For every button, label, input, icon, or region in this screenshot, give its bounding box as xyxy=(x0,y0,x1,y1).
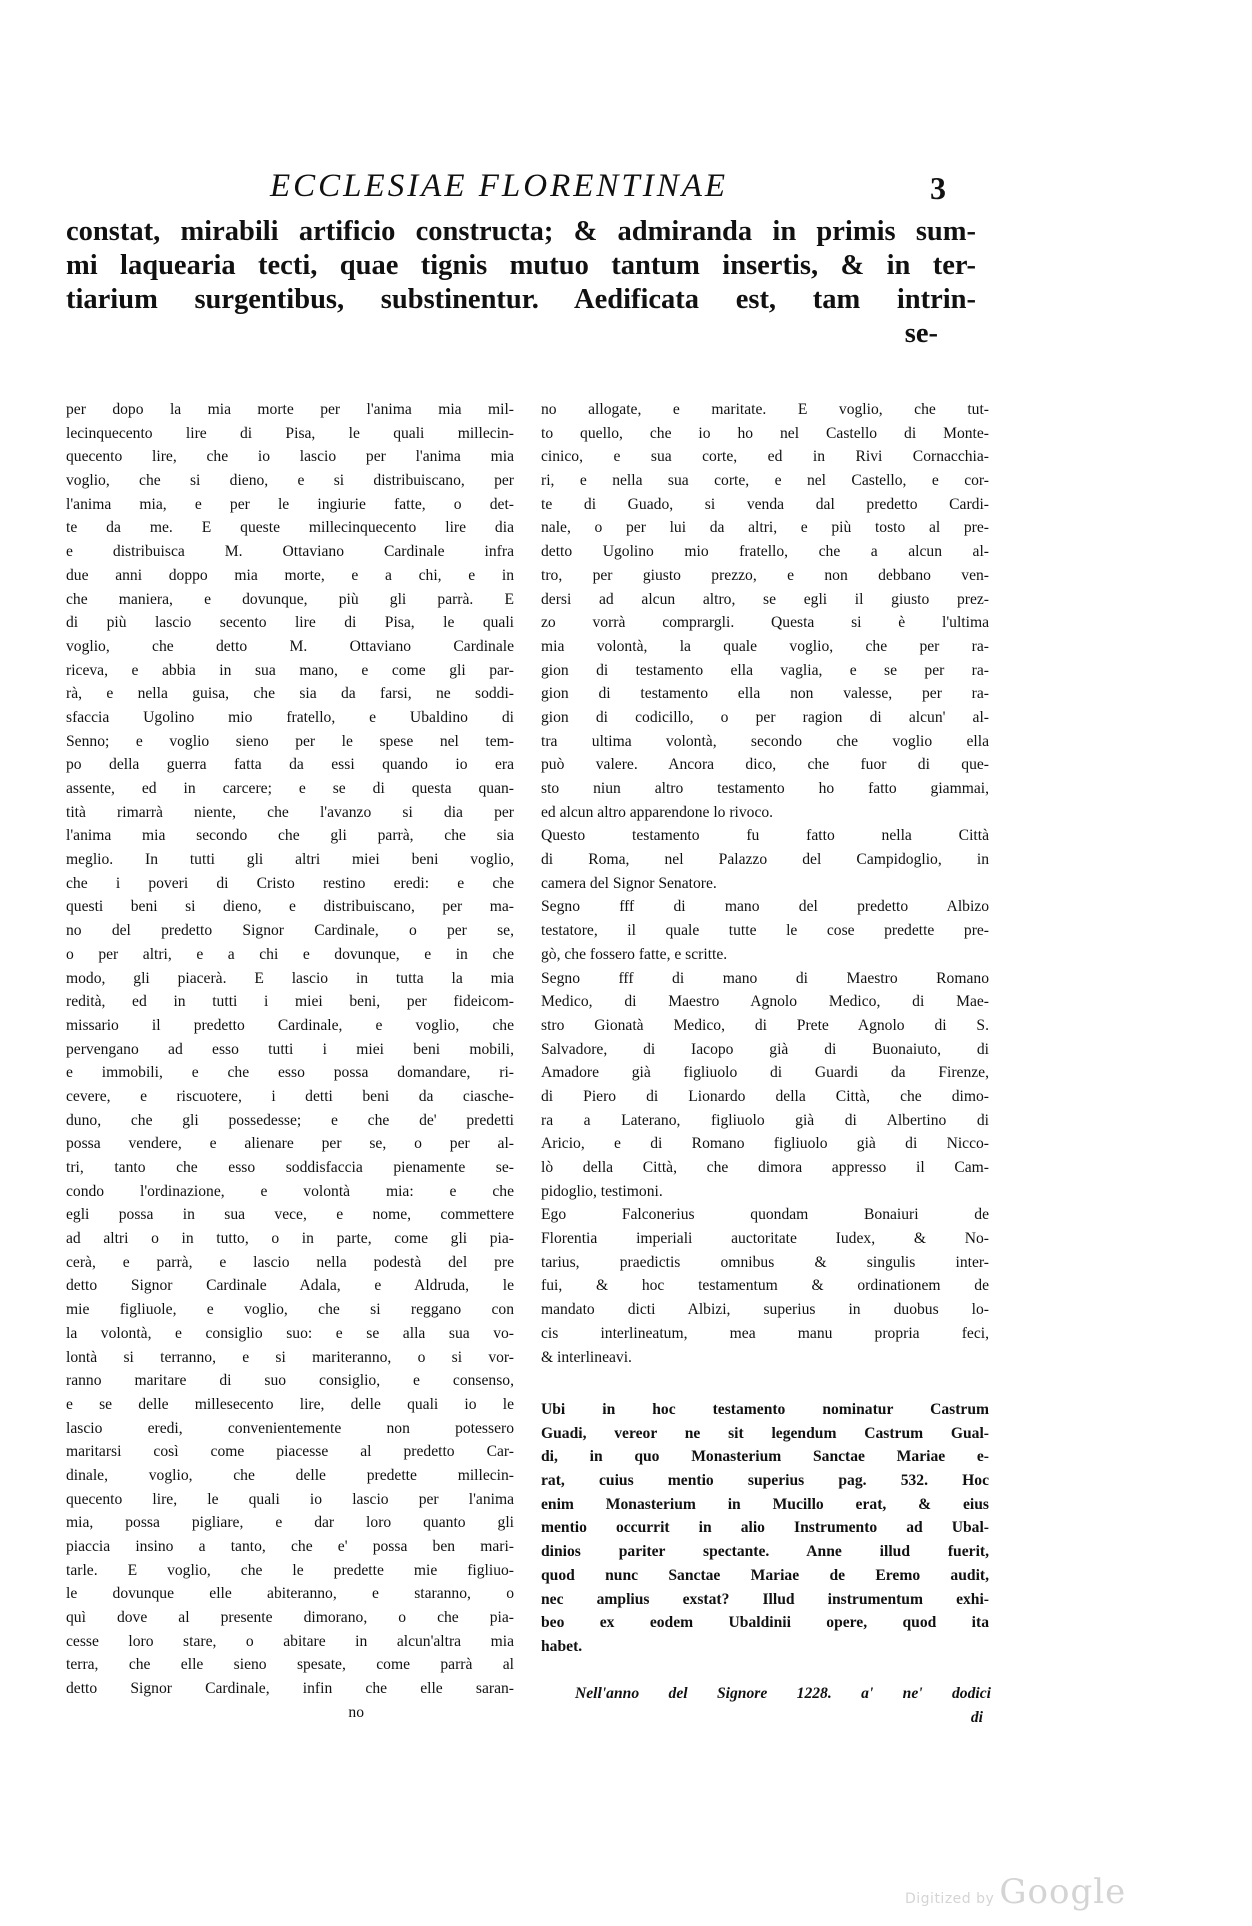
note-line: di, in quo Monasterium Sanctae Mariae e- xyxy=(541,1448,989,1466)
right-column-line: Salvadore, di Iacopo già di Buonaiuto, di xyxy=(541,1040,989,1058)
left-column-line: duno, che gli possedesse; e che de' predetti xyxy=(66,1111,514,1129)
left-column-line: per dopo la mia morte per l'anima mia mil- xyxy=(66,401,514,418)
left-column-line: le dovunque elle abiteranno, e staranno, o xyxy=(66,1585,514,1603)
left-column-line: tarle. E voglio, che le predette mie figliuo- xyxy=(66,1561,514,1579)
right-column-line: Amadore già figliuolo di Guardi da Firenze, xyxy=(541,1064,989,1082)
right-column-line: no allogate, e maritate. E voglio, che tut- xyxy=(541,401,989,418)
left-column-line: quecento lire, che io lascio per l'anima mia xyxy=(66,448,514,466)
note-line: nec amplius exstat? Illud instrumentum exhi- xyxy=(541,1590,989,1608)
note-line: beo ex eodem Ubaldinii opere, quod ita xyxy=(541,1614,989,1632)
note-line: habet. xyxy=(541,1637,583,1655)
footer-quote xyxy=(575,1682,991,1729)
watermark-prefix: Digitized by xyxy=(905,1891,995,1907)
left-column-line: assente, ed in carcere; e se di questa quan- xyxy=(66,780,514,797)
right-column-line: tro, per giusto prezzo, e non debbano ven- xyxy=(541,566,989,584)
footer-quote-line: Nell'anno del Signore 1228. a' ne' dodici xyxy=(575,1685,991,1702)
left-column-line: l'anima mia, e per le ingiurie fatte, o det- xyxy=(66,495,514,513)
right-column-line: te di Guado, si venda dal predetto Cardi- xyxy=(541,495,989,513)
left-column-line: detto Signor Cardinale, infin che elle saran- xyxy=(66,1680,514,1698)
left-column-line: tità rimarrà niente, che l'avanzo si dia per xyxy=(66,803,514,821)
right-column-line: detto Ugolino mio fratello, che a alcun al- xyxy=(541,543,989,561)
right-column-line: mandato dicti Albizi, superius in duobus lo- xyxy=(541,1301,989,1319)
left-column-line: questi beni si dieno, e distribuiscano, per ma- xyxy=(66,898,514,916)
note-line: mentio occurrit in alio Instrumento ad Ubal- xyxy=(541,1519,989,1537)
left-column-line: maritarsi così come piacesse al predetto Car- xyxy=(66,1443,514,1461)
left-column-line: tri, tanto che esso soddisfaccia pienamente se- xyxy=(66,1159,514,1176)
right-column-line: cis interlineatum, mea manu propria feci, xyxy=(541,1324,989,1342)
left-column-line: condo l'ordinazione, e volontà mia: e che xyxy=(66,1182,514,1200)
right-column-line: sto niun altro testamento ho fatto giammai, xyxy=(541,780,989,797)
left-column-line: redità, ed in tutti i miei beni, per fideicom- xyxy=(66,993,514,1011)
digitization-watermark xyxy=(905,1872,1126,1912)
left-column-line: missario il predetto Cardinale, e voglio, che xyxy=(66,1016,514,1034)
right-column-line: to quello, che io ho nel Castello di Monte- xyxy=(541,424,989,442)
left-column-line: po della guerra fatta da essi quando io era xyxy=(66,756,514,774)
running-title: ECCLESIAE FLORENTINAE xyxy=(270,168,729,204)
left-column-line: pervengano ad esso tutti i miei beni mobili, xyxy=(66,1040,514,1058)
left-column-line: due anni doppo mia morte, e a chi, e in xyxy=(66,566,514,584)
left-column-line: l'anima mia secondo che gli parrà, che sia xyxy=(66,827,514,845)
right-column-line: ed alcun altro apparendone lo rivoco. xyxy=(541,803,774,821)
lead-catchword: se- xyxy=(904,318,938,349)
right-column-line: Aricio, e di Romano figliuolo già di Nicco- xyxy=(541,1135,989,1153)
right-column-line: gion di codicillo, o per ragion di alcun' al- xyxy=(541,708,989,726)
footer-catchword: di xyxy=(970,1708,983,1726)
left-column-line: meglio. In tutti gli altri miei beni voglio, xyxy=(66,851,514,869)
lead-line: mi laquearia tecti, quae tignis mutuo tantum insertis, & in ter- xyxy=(66,250,976,281)
right-column-line: Segno fff di mano di Maestro Romano xyxy=(541,969,989,987)
right-column-line: stro Gionatà Medico, di Prete Agnolo di S. xyxy=(541,1016,989,1034)
right-column-line: può valere. Ancora dico, che fuor di que- xyxy=(541,756,989,774)
lead-paragraph xyxy=(66,215,976,351)
note-line: Ubi in hoc testamento nominatur Castrum xyxy=(541,1401,989,1418)
left-column-line: dinale, voglio, che delle predette millecin- xyxy=(66,1466,514,1484)
left-column-line: che i poveri di Cristo restino eredi: e che xyxy=(66,874,514,892)
right-column-line: zo vorrà comprargli. Questa si è l'ultima xyxy=(541,614,989,632)
left-column-line: lontà si terranno, e si mariteranno, o si vor- xyxy=(66,1348,514,1366)
left-column-line: cesse loro stare, o abitare in alcun'altra mia xyxy=(66,1632,514,1650)
left-column xyxy=(66,398,514,1725)
page-number: 3 xyxy=(930,170,946,206)
right-column-line: & interlineavi. xyxy=(541,1348,632,1366)
left-column-line: e immobili, e che esso possa domandare, ri- xyxy=(66,1064,514,1082)
left-column-line: te da me. E queste millecinquecento lire dia xyxy=(66,519,514,537)
left-column-line: Senno; e voglio sieno per le spese nel tem- xyxy=(66,732,514,750)
right-column-line: tarius, praedictis omnibus & singulis inter- xyxy=(541,1253,989,1271)
left-column-line: la volontà, e consiglio suo: e se alla sua vo- xyxy=(66,1324,514,1342)
left-column-line: e distribuisca M. Ottaviano Cardinale infra xyxy=(66,543,514,561)
left-column-line: cevere, e riscuotere, i detti beni da ciasche- xyxy=(66,1087,514,1105)
note-line: quod nunc Sanctae Mariae de Eremo audit, xyxy=(541,1566,989,1584)
right-column-line: pidoglio, testimoni. xyxy=(541,1182,663,1200)
lead-line: constat, mirabili artificio constructa; & admiranda in primis sum- xyxy=(66,216,976,247)
note-line: rat, cuius mentio superius pag. 532. Hoc xyxy=(541,1472,989,1490)
right-column-line: tra ultima volontà, secondo che voglio ella xyxy=(541,732,989,750)
right-column-line: lò della Città, che dimora appresso il Cam- xyxy=(541,1159,989,1176)
left-column-line: egli possa in sua vece, e nome, commettere xyxy=(66,1206,514,1224)
google-logo: Google xyxy=(999,1872,1127,1912)
left-column-line: e se delle millesecento lire, delle quali io le xyxy=(66,1395,514,1413)
page-header xyxy=(270,168,970,208)
left-column-line: rà, e nella guisa, che sia da farsi, ne soddi- xyxy=(66,685,514,703)
right-column xyxy=(541,398,989,1369)
right-column-line: dersi ad alcun altro, se egli il giusto prez- xyxy=(541,590,989,608)
left-column-line: quì dove al presente dimorano, o che pia- xyxy=(66,1609,514,1627)
left-column-line: mia, possa pigliare, e dar loro quanto gli xyxy=(66,1514,514,1532)
right-column-line: cinico, e sua corte, ed in Rivi Cornacchia- xyxy=(541,448,989,466)
right-column-line: testatore, il quale tutte le cose predette pre- xyxy=(541,922,989,940)
right-column-line: gion di testamento ella non valesse, per ra- xyxy=(541,685,989,703)
left-column-line: cerà, e parrà, e lascio nella podestà del pre xyxy=(66,1253,514,1271)
left-column-line: quecento lire, le quali io lascio per l'anima xyxy=(66,1490,514,1508)
right-column-line: di Roma, nel Palazzo del Campidoglio, in xyxy=(541,851,989,869)
right-column-line: Florentia imperiali auctoritate Iudex, & No- xyxy=(541,1230,989,1248)
right-column-line: ra a Laterano, figliuolo già di Albertino di xyxy=(541,1111,989,1129)
note-line: enim Monasterium in Mucillo erat, & eius xyxy=(541,1495,989,1513)
right-column-line: fui, & hoc testamentum & ordinationem de xyxy=(541,1277,989,1295)
note-line: Guadi, vereor ne sit legendum Castrum Gual- xyxy=(541,1424,989,1442)
left-column-catchword: no xyxy=(348,1703,364,1721)
left-column-line: terra, che elle sieno spesate, come parrà al xyxy=(66,1656,514,1674)
left-column-line: no del predetto Signor Cardinale, o per se, xyxy=(66,922,514,940)
right-column-line: Ego Falconerius quondam Bonaiuri de xyxy=(541,1206,989,1224)
left-column-line: di più lascio secento lire di Pisa, le quali xyxy=(66,614,514,632)
left-column-line: lecinquecento lire di Pisa, le quali millecin- xyxy=(66,424,514,442)
right-column-line: di Piero di Lionardo della Città, che dimo- xyxy=(541,1087,989,1105)
left-column-line: piaccia insino a tanto, che e' possa ben mari- xyxy=(66,1538,514,1555)
left-column-line: che maniera, e dovunque, più gli parrà. E xyxy=(66,590,514,608)
left-column-line: detto Signor Cardinale Adala, e Aldruda, le xyxy=(66,1277,514,1295)
right-column-line: gò, che fossero fatte, e scritte. xyxy=(541,945,728,963)
right-column-line: gion di testamento ella vaglia, e se per ra- xyxy=(541,661,989,679)
right-column-line: Medico, di Maestro Agnolo Medico, di Mae- xyxy=(541,993,989,1011)
left-column-line: lascio eredi, convenientemente non potessero xyxy=(66,1419,514,1437)
left-column-line: ad altri o in tutto, o in parte, come gli pia- xyxy=(66,1230,514,1248)
right-column-line: camera del Signor Senatore. xyxy=(541,874,717,892)
right-column-line: ri, e nella sua corte, e nel Castello, e cor- xyxy=(541,472,989,490)
right-column-line: mia volontà, la quale voglio, che per ra- xyxy=(541,637,989,655)
left-column-line: possa vendere, e alienare per se, o per al- xyxy=(66,1135,514,1153)
left-column-line: mie figliuole, e voglio, che si reggano con xyxy=(66,1301,514,1319)
right-column-line: Questo testamento fu fatto nella Città xyxy=(541,827,989,845)
lead-line: tiarium surgentibus, substinentur. Aedificata est, tam intrin- xyxy=(66,284,976,315)
left-column-line: riceva, e abbia in sua mano, e come gli par- xyxy=(66,661,514,679)
right-column-line: nale, o per lui da altri, e più tosto al pre- xyxy=(541,519,989,537)
left-column-line: sfaccia Ugolino mio fratello, e Ubaldino di xyxy=(66,708,514,726)
left-column-line: voglio, che si dieno, e si distribuiscano, per xyxy=(66,472,514,490)
left-column-line: ranno maritare di suo consiglio, e consenso, xyxy=(66,1372,514,1390)
left-column-line: modo, gli piacerà. E lascio in tutta la mia xyxy=(66,969,514,987)
left-column-line: o per altri, e a chi e dovunque, e in che xyxy=(66,945,514,963)
right-column-line: Segno fff di mano del predetto Albizo xyxy=(541,898,989,916)
left-column-line: voglio, che detto M. Ottaviano Cardinale xyxy=(66,637,514,655)
note-line: dinios pariter spectante. Anne illud fuerit, xyxy=(541,1543,989,1561)
editor-note xyxy=(541,1398,989,1659)
